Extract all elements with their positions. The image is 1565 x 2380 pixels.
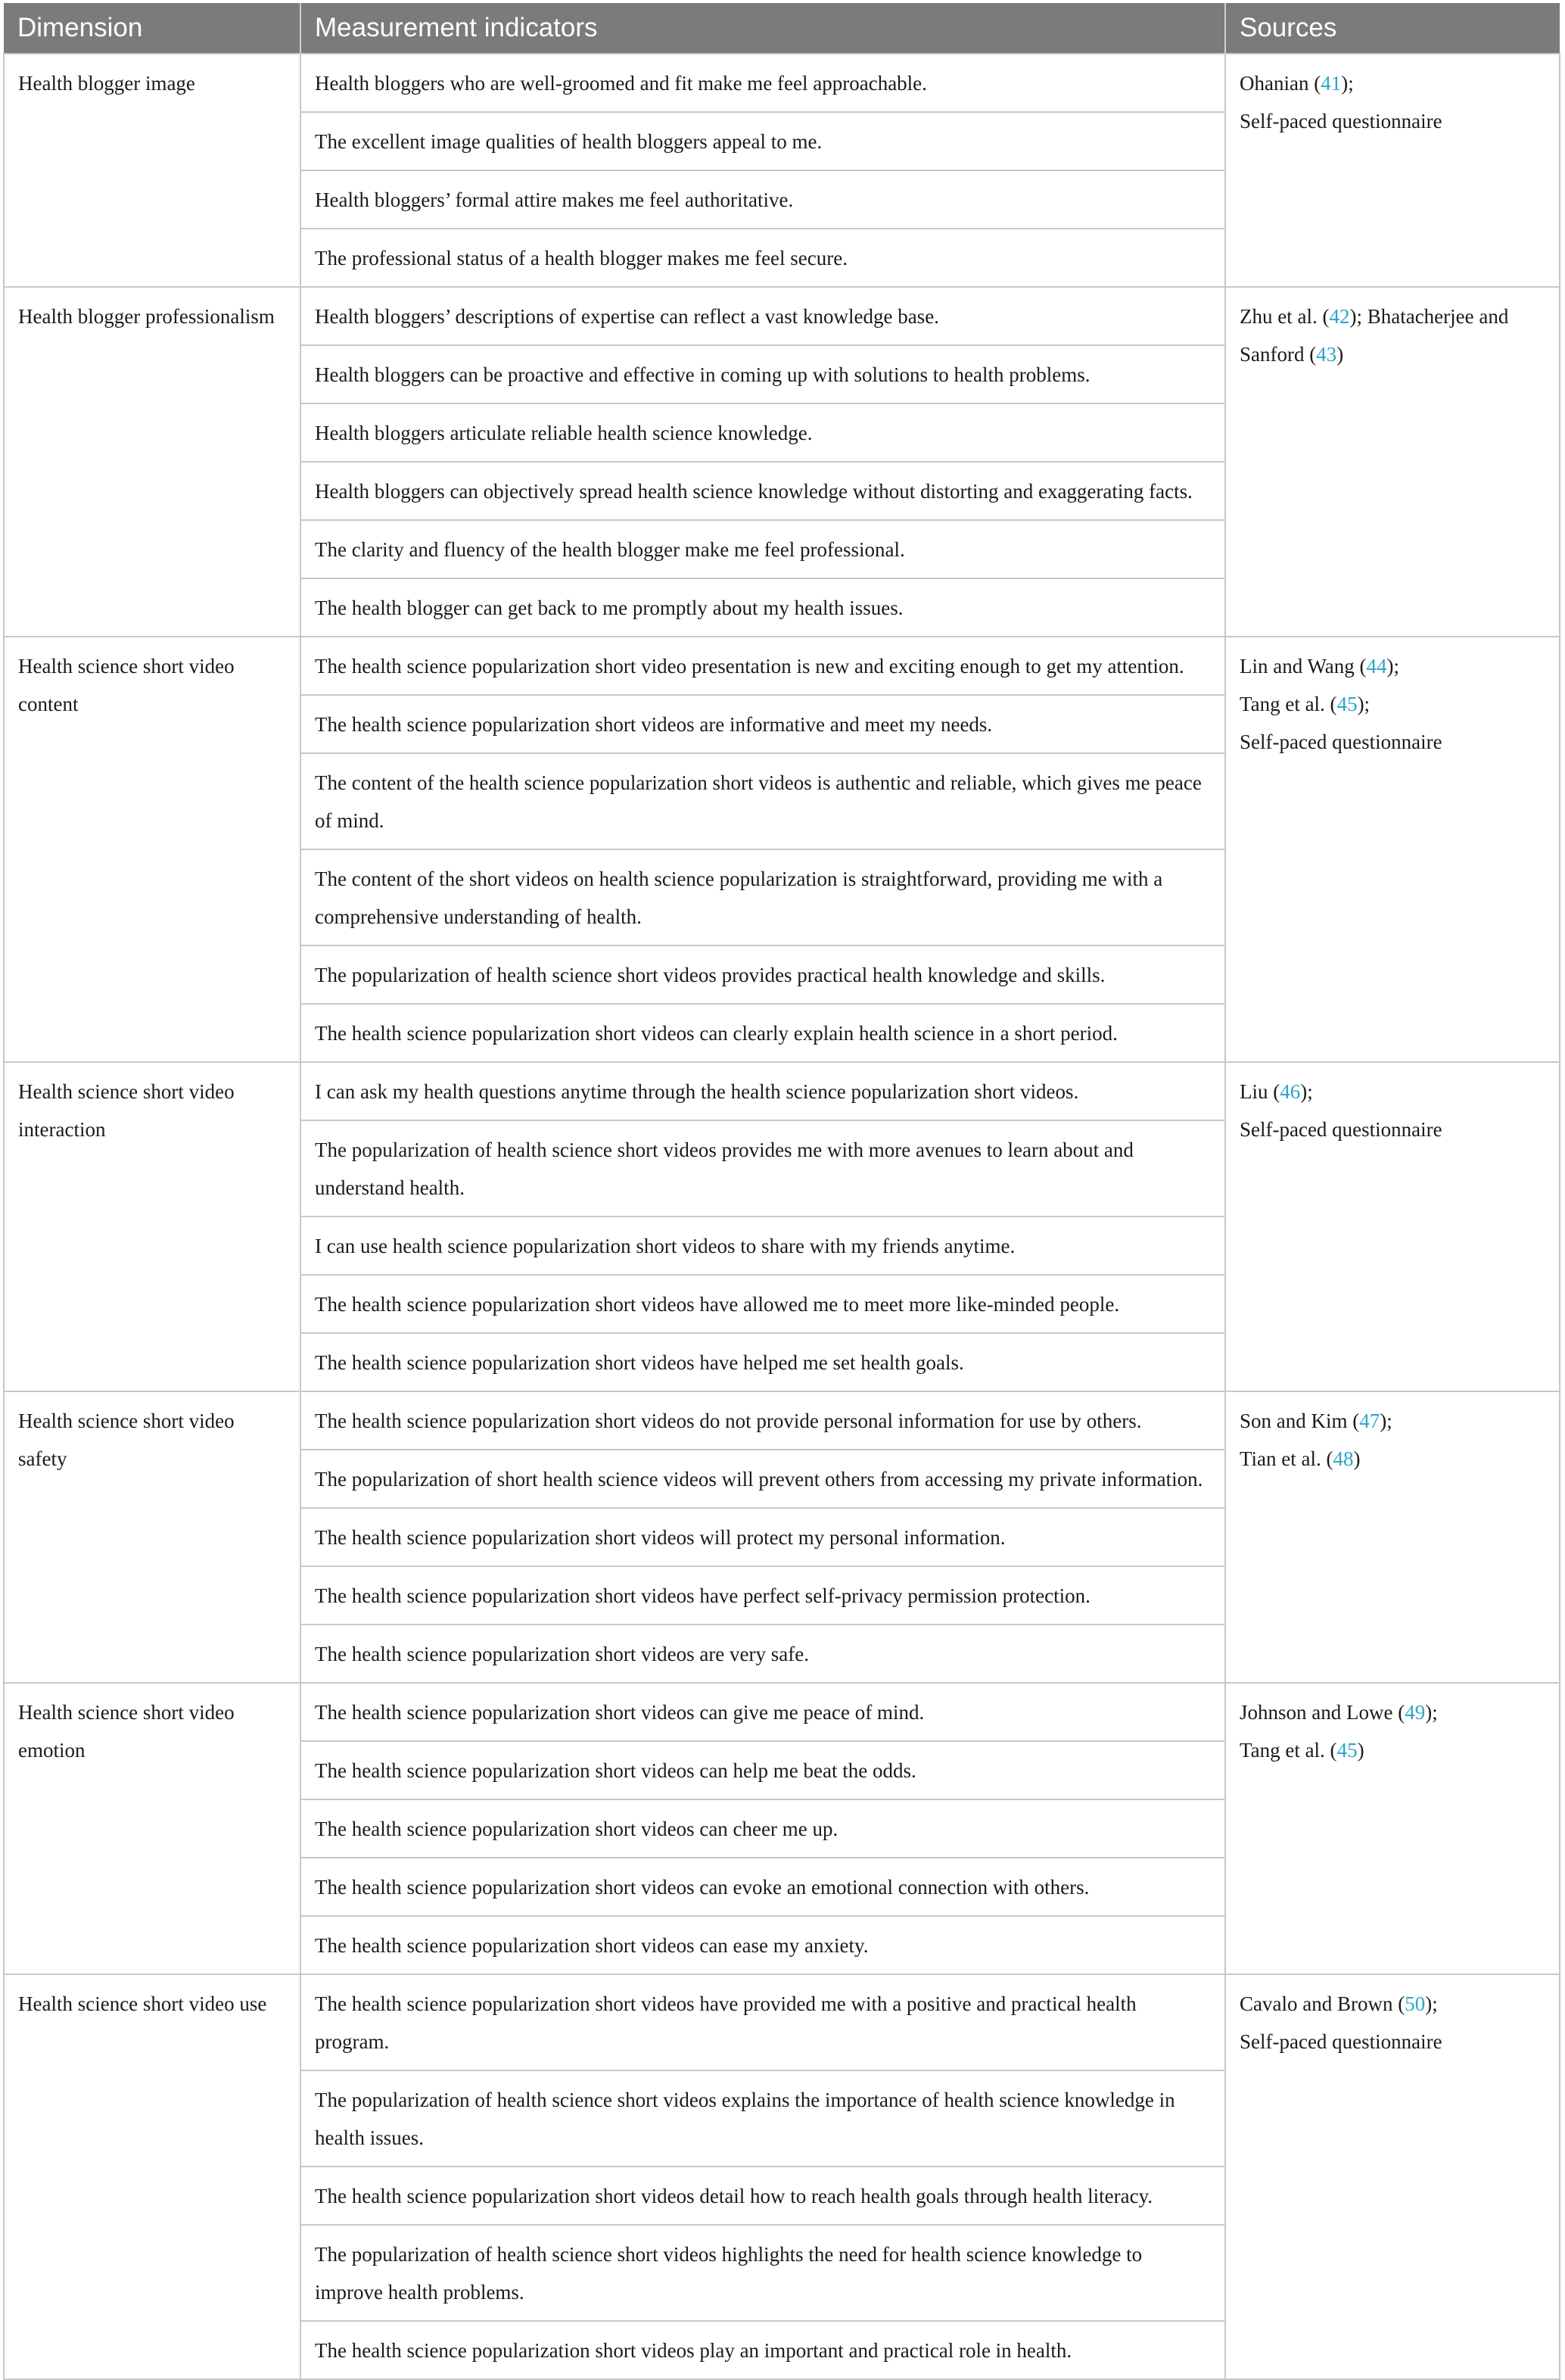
source-text: Johnson and Lowe ( <box>1240 1701 1405 1724</box>
source-line <box>1240 1111 1545 1148</box>
table-row <box>4 1391 1560 1450</box>
indicator-cell: The professional status of a health blogger makes me feel secure. <box>300 229 1225 287</box>
source-line <box>1240 64 1545 102</box>
source-text-tail: ); <box>1300 1080 1313 1103</box>
reference-link[interactable]: 43 <box>1316 343 1337 366</box>
reference-link[interactable]: 50 <box>1405 1992 1426 2015</box>
source-text: Self-paced questionnaire <box>1240 2030 1442 2053</box>
source-text: Self-paced questionnaire <box>1240 110 1442 132</box>
source-text-tail: ); <box>1386 655 1400 678</box>
indicator-cell: The health science popularization short videos will protect my personal information. <box>300 1508 1225 1566</box>
indicator-cell: Health bloggers can objectively spread health science knowledge without distorting and exaggerating facts. <box>300 462 1225 520</box>
indicator-cell: I can ask my health questions anytime through the health science popularization short videos. <box>300 1062 1225 1120</box>
source-line <box>1240 102 1545 140</box>
dimension-cell: Health blogger professionalism <box>4 287 300 637</box>
source-text: Tang et al. ( <box>1240 693 1337 715</box>
sources-cell <box>1225 1391 1560 1683</box>
indicator-cell: The popularization of health science short videos highlights the need for health science knowledge to improve health problems. <box>300 2225 1225 2321</box>
indicator-cell: The health science popularization short videos can give me peace of mind. <box>300 1683 1225 1741</box>
indicator-cell: I can use health science popularization short videos to share with my friends anytime. <box>300 1216 1225 1275</box>
source-text-tail: ) <box>1353 1447 1361 1470</box>
header-measurement-indicators: Measurement indicators <box>300 3 1225 54</box>
header-row <box>4 3 1560 54</box>
source-text: Self-paced questionnaire <box>1240 731 1442 753</box>
indicator-cell: The health science popularization short videos detail how to reach health goals through health literacy. <box>300 2167 1225 2225</box>
indicator-cell: The health science popularization short video presentation is new and exciting enough to get my attention. <box>300 637 1225 695</box>
indicator-cell: The popularization of short health science videos will prevent others from accessing my private information. <box>300 1450 1225 1508</box>
source-text: Tian et al. ( <box>1240 1447 1333 1470</box>
source-text-tail: ); <box>1425 1701 1438 1724</box>
source-text: Ohanian ( <box>1240 72 1321 95</box>
source-line <box>1240 1073 1545 1111</box>
indicator-cell: The popularization of health science short videos provides practical health knowledge and skills. <box>300 945 1225 1004</box>
table-header <box>4 3 1560 54</box>
sources-cell <box>1225 1683 1560 1974</box>
dimension-cell: Health science short video content <box>4 637 300 1062</box>
header-sources: Sources <box>1225 3 1560 54</box>
indicator-cell: Health bloggers’ descriptions of expertise can reflect a vast knowledge base. <box>300 287 1225 345</box>
dimension-cell: Health science short video interaction <box>4 1062 300 1391</box>
indicator-cell: Health bloggers’ formal attire makes me feel authoritative. <box>300 170 1225 229</box>
source-text-tail: ) <box>1336 343 1344 366</box>
reference-link[interactable]: 45 <box>1336 1739 1358 1762</box>
source-text: Liu ( <box>1240 1080 1280 1103</box>
source-text-tail: ); <box>1341 72 1354 95</box>
source-text-tail: ); <box>1425 1992 1438 2015</box>
indicator-cell: Health bloggers articulate reliable health science knowledge. <box>300 403 1225 462</box>
measurement-table-container <box>3 3 1559 2380</box>
indicator-cell: The popularization of health science short videos provides me with more avenues to learn about and understand health. <box>300 1120 1225 1216</box>
source-text: Cavalo and Brown ( <box>1240 1992 1405 2015</box>
indicator-cell: The health science popularization short videos can ease my anxiety. <box>300 1916 1225 1974</box>
source-text-tail: ); Bhatacherjee and Sanford ( <box>1240 305 1509 366</box>
table-row <box>4 287 1560 345</box>
table-row <box>4 54 1560 112</box>
source-line <box>1240 685 1545 723</box>
source-line <box>1316 343 1343 366</box>
source-text-tail: ) <box>1357 1739 1364 1762</box>
header-dimension: Dimension <box>4 3 300 54</box>
reference-link[interactable]: 41 <box>1321 72 1342 95</box>
indicator-cell: The health science popularization short videos have allowed me to meet more like-minded people. <box>300 1275 1225 1333</box>
indicator-cell: The health science popularization short videos do not provide personal information for use by others. <box>300 1391 1225 1450</box>
indicator-cell: The excellent image qualities of health bloggers appeal to me. <box>300 112 1225 170</box>
source-line <box>1240 647 1545 685</box>
source-text-tail: ); <box>1380 1410 1392 1432</box>
source-line <box>1240 1985 1545 2023</box>
reference-link[interactable]: 47 <box>1359 1410 1380 1432</box>
table-row <box>4 1062 1560 1120</box>
indicator-cell: The health science popularization short videos can clearly explain health science in a short period. <box>300 1004 1225 1062</box>
indicator-cell: The health science popularization short videos play an important and practical role in health. <box>300 2321 1225 2379</box>
table-row <box>4 1683 1560 1741</box>
sources-cell <box>1225 54 1560 287</box>
table-row <box>4 1974 1560 2070</box>
measurement-table <box>3 3 1560 2380</box>
dimension-cell: Health science short video emotion <box>4 1683 300 1974</box>
source-line <box>1240 1731 1545 1769</box>
sources-cell <box>1225 1062 1560 1391</box>
indicator-cell: The health science popularization short videos can evoke an emotional connection with others. <box>300 1858 1225 1916</box>
indicator-cell: The health science popularization short videos can cheer me up. <box>300 1799 1225 1858</box>
source-text: Tang et al. ( <box>1240 1739 1337 1762</box>
indicator-cell: Health bloggers can be proactive and effective in coming up with solutions to health problems. <box>300 345 1225 403</box>
source-line <box>1240 1440 1545 1478</box>
indicator-cell: Health bloggers who are well-groomed and fit make me feel approachable. <box>300 54 1225 112</box>
source-text: Zhu et al. ( <box>1240 305 1330 328</box>
indicator-cell: The content of the health science popularization short videos is authentic and reliable, which gives me peace of mind. <box>300 753 1225 849</box>
table-row <box>4 637 1560 695</box>
indicator-cell: The health blogger can get back to me promptly about my health issues. <box>300 578 1225 637</box>
sources-cell <box>1225 1974 1560 2379</box>
indicator-cell: The health science popularization short videos can help me beat the odds. <box>300 1741 1225 1799</box>
source-text: Self-paced questionnaire <box>1240 1118 1442 1141</box>
sources-cell <box>1225 637 1560 1062</box>
source-line <box>1240 723 1545 761</box>
source-line <box>1240 1402 1545 1440</box>
dimension-cell: Health science short video use <box>4 1974 300 2379</box>
indicator-cell: The health science popularization short videos have perfect self-privacy permission protection. <box>300 1566 1225 1625</box>
table-body <box>4 54 1560 2379</box>
dimension-cell: Health blogger image <box>4 54 300 287</box>
source-line <box>1240 1693 1545 1731</box>
sources-cell <box>1225 287 1560 637</box>
indicator-cell: The content of the short videos on health science popularization is straightforward, providing me with a comprehensive understanding of health. <box>300 849 1225 945</box>
source-line <box>1240 305 1508 366</box>
indicator-cell: The health science popularization short videos have helped me set health goals. <box>300 1333 1225 1391</box>
indicator-cell: The health science popularization short videos are informative and meet my needs. <box>300 695 1225 753</box>
source-text: Son and Kim ( <box>1240 1410 1360 1432</box>
source-text-tail: ); <box>1357 693 1371 715</box>
source-line <box>1240 2023 1545 2061</box>
source-text: Lin and Wang ( <box>1240 655 1367 678</box>
reference-link[interactable]: 44 <box>1366 655 1387 678</box>
indicator-cell: The health science popularization short videos have provided me with a positive and practical health program. <box>300 1974 1225 2070</box>
reference-link[interactable]: 45 <box>1336 693 1358 715</box>
dimension-cell: Health science short video safety <box>4 1391 300 1683</box>
reference-link[interactable]: 49 <box>1405 1701 1426 1724</box>
indicator-cell: The health science popularization short videos are very safe. <box>300 1625 1225 1683</box>
reference-link[interactable]: 48 <box>1333 1447 1354 1470</box>
reference-link[interactable]: 42 <box>1329 305 1350 328</box>
indicator-cell: The popularization of health science short videos explains the importance of health science knowledge in health issues. <box>300 2070 1225 2167</box>
indicator-cell: The clarity and fluency of the health blogger make me feel professional. <box>300 520 1225 578</box>
reference-link[interactable]: 46 <box>1280 1080 1301 1103</box>
